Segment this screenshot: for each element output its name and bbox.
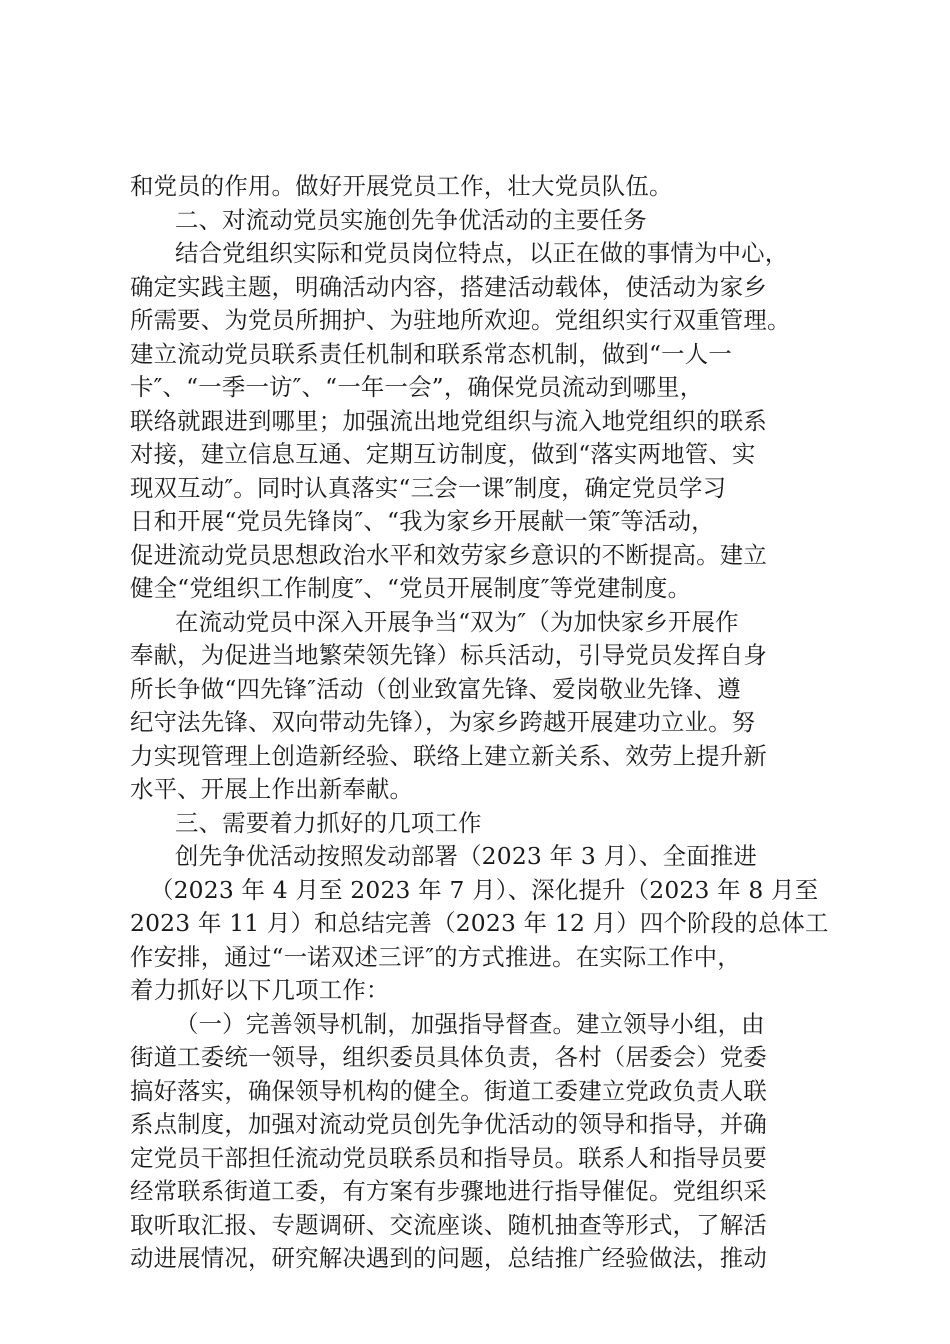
text-line: 促进流动党员思想政治水平和效劳家乡意识的不断提高。建立 (130, 540, 767, 569)
text-line: 联络就跟进到哪里；加强流出地党组织与流入地党组织的联系 (130, 406, 767, 435)
text-line: 系点制度，加强对流动党员创先争优活动的领导和指导，并确 (130, 1110, 767, 1138)
document-body (130, 170, 830, 1276)
text-line: 和党员的作用。做好开展党员工作，壮大党员队伍。 (130, 172, 673, 200)
paragraph-start: 在流动党员中深入开展争当“双为″（为加快家乡开展作 (175, 607, 739, 636)
text-line: 力实现管理上创造新经验、联络上建立新关系、效劳上提升新 (130, 741, 767, 770)
section-heading-3: 三、需要着力抓好的几项工作 (175, 808, 482, 837)
paragraph-start: （一）完善领导机制，加强指导督查。建立领导小组，由 (175, 1009, 765, 1038)
text-line: 着力抓好以下几项工作： (130, 976, 390, 1004)
section-heading-2: 二、对流动党员实施创先争优活动的主要任务 (175, 205, 647, 234)
text-line: 现双互动″。同时认真落实“三会一课″制度，确定党员学习 (130, 473, 727, 502)
text-line: （2023 年 4 月至 2023 年 7 月）、深化提升（2023 年 8 月至 (150, 875, 819, 904)
text-line: 所长争做“四先锋″活动（创业致富先锋、爱岗敬业先锋、遵 (130, 674, 741, 703)
text-line: 取听取汇报、专题调研、交流座谈、随机抽查等形式，了解活 (130, 1210, 767, 1239)
text-line: 经常联系街道工委，有方案有步骤地进行指导催促。党组织采 (130, 1177, 767, 1205)
text-line: 动进展情况，研究解决遇到的问题，总结推广经验做法，推动 (130, 1244, 767, 1272)
text-line: 奉献，为促进当地繁荣领先锋）标兵活动，引导党员发挥自身 (130, 641, 767, 669)
paragraph-start: 结合党组织实际和党员岗位特点，以正在做的事情为中心， (175, 239, 789, 267)
text-line: 日和开展“党员先锋岗″、“我为家乡开展献一策″等活动， (130, 507, 715, 535)
text-line: 建立流动党员联系责任机制和联系常态机制，做到“一人一 (130, 339, 732, 368)
text-line: 水平、开展上作出新奉献。 (130, 775, 414, 803)
text-line: 纪守法先锋、双向带动先锋），为家乡跨越开展建功立业。努 (130, 708, 756, 736)
text-line: 街道工委统一领导，组织委员具体负责，各村（居委会）党委 (130, 1043, 767, 1071)
text-line: 对接，建立信息互通、定期互访制度，做到“落实两地管、实 (130, 440, 756, 468)
text-line: 确定实践主题，明确活动内容，搭建活动载体，使活动为家乡 (130, 272, 767, 301)
text-line: 所需要、为党员所拥护、为驻地所欢迎。党组织实行双重管理。 (130, 306, 791, 334)
text-line: 作安排，通过“一诺双述三评″的方式推进。在实际工作中， (130, 942, 741, 971)
text-line: 2023 年 11 月）和总结完善（2023 年 12 月）四个阶段的总体工 (130, 909, 829, 937)
paragraph-start: 创先争优活动按照发动部署（2023 年 3 月）、全面推进 (175, 842, 758, 870)
text-line: 健全“党组织工作制度″、“党员开展制度″等党建制度。 (130, 574, 692, 602)
text-line: 卡″、“一季一访″、“一年一会”，确保党员流动到哪里， (130, 373, 704, 401)
text-line: 搞好落实，确保领导机构的健全。街道工委建立党政负责人联 (130, 1076, 767, 1105)
text-line: 定党员干部担任流动党员联系员和指导员。联系人和指导员要 (130, 1143, 767, 1172)
